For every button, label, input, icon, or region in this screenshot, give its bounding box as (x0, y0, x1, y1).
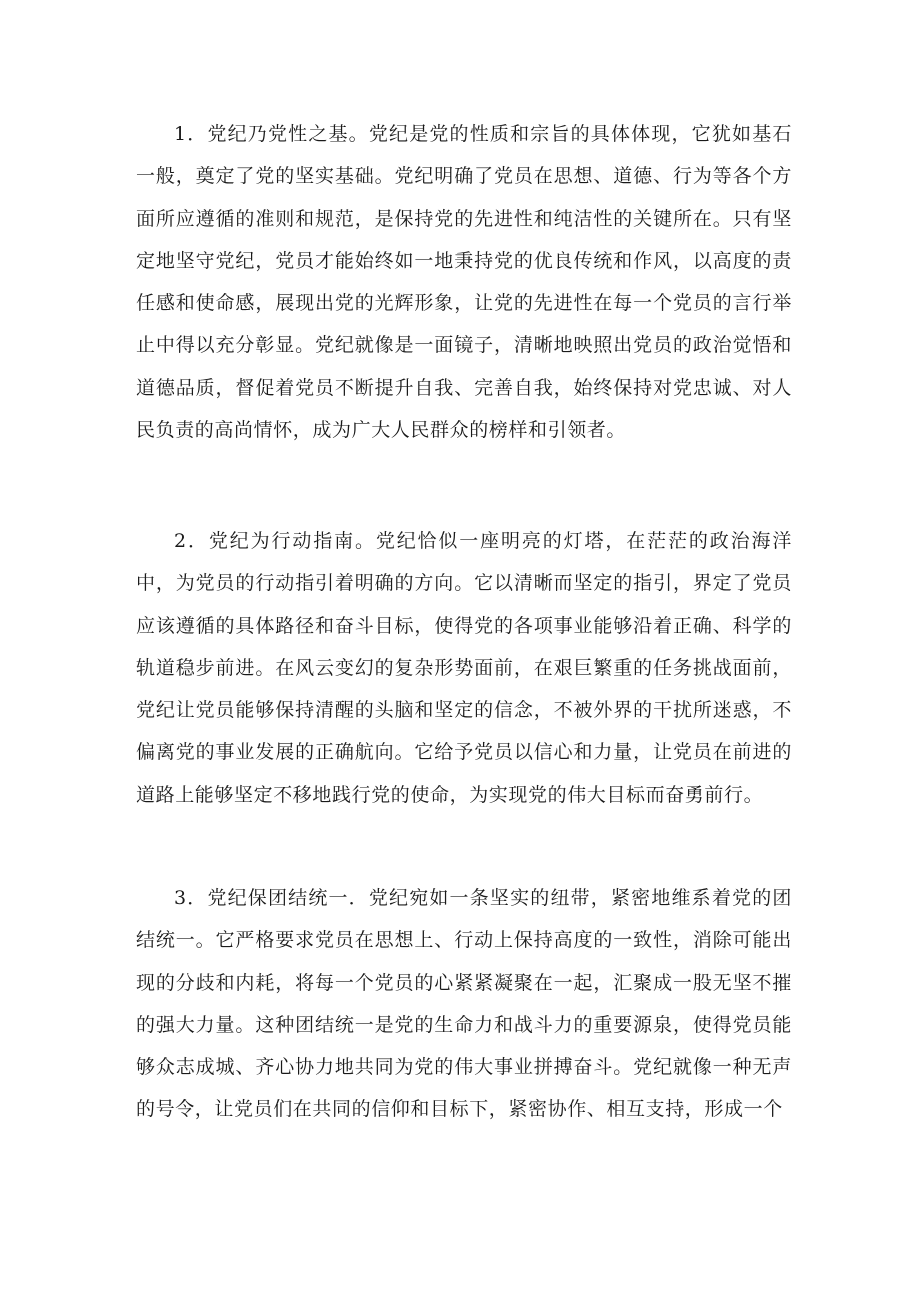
paragraph-1: 1．党纪乃党性之基。党纪是党的性质和宗旨的具体体现，它犹如基石一般，奠定了党的坚实基础。党纪明确了党员在思想、道德、行为等各个方面所应遵循的准则和规范，是保持党的先进性和纯洁性的关键所在。只有坚定地坚守党纪，党员才能始终如一地秉持党的优良传统和作风，以高度的责任感和使命感，展现出党的光辉形象，让党的先进性在每一个党员的言行举止中得以充分彰显。党纪就像是一面镜子，清晰地映照出党员的政治觉悟和道德品质，督促着党员不断提升自我、完善自我，始终保持对党忠诚、对人民负责的高尚情怀，成为广大人民群众的榜样和引领者。 (136, 123, 792, 442)
paragraph-3: 3．党纪保团结统一．党纪宛如一条坚实的纽带，紧密地维系着党的团结统一。它严格要求党员在思想上、行动上保持高度的一致性，消除可能出现的分歧和内耗，将每一个党员的心紧紧凝聚在一起，汇聚成一股无坚不摧的强大力量。这种团结统一是党的生命力和战斗力的重要源泉，使得党员能够众志成城、齐心协力地共同为党的伟大事业拼搏奋斗。党纪就像一种无声的号令，让党员们在共同的信仰和目标下，紧密协作、相互支持，形成一个 (136, 887, 792, 1121)
paragraph-2: 2．党纪为行动指南。党纪恰似一座明亮的灯塔，在茫茫的政治海洋中，为党员的行动指引着明确的方向。它以清晰而坚定的指引，界定了党员应该遵循的具体路径和奋斗目标，使得党的各项事业能够沿着正确、科学的轨道稳步前进。在风云变幻的复杂形势面前，在艰巨繁重的任务挑战面前，党纪让党员能够保持清醒的头脑和坚定的信念，不被外界的干扰所迷惑，不偏离党的事业发展的正确航向。它给予党员以信心和力量，让党员在前进的道路上能够坚定不移地践行党的使命，为实现党的伟大目标而奋勇前行。 (136, 530, 792, 806)
